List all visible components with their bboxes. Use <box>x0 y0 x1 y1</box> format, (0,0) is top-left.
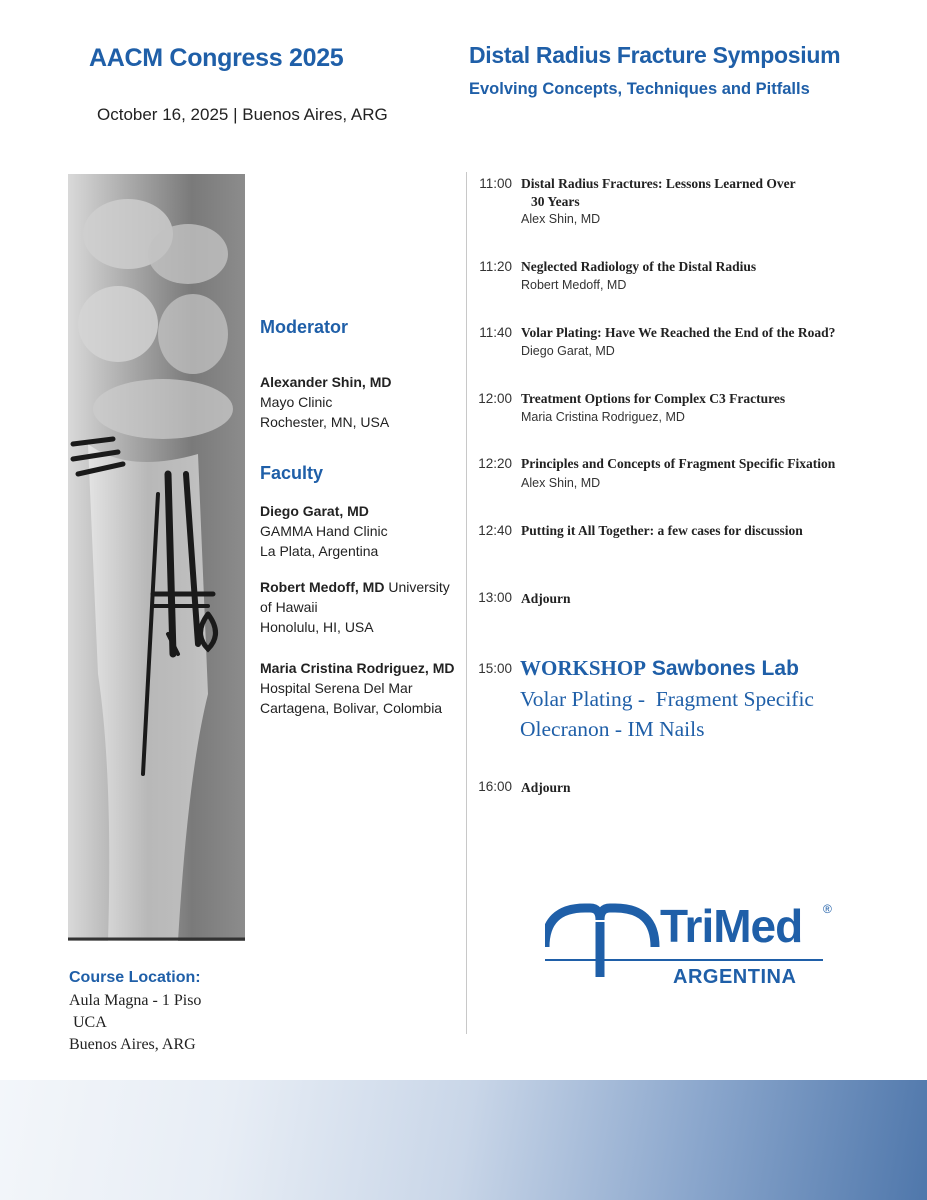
moderator-location: Rochester, MN, USA <box>260 414 390 430</box>
faculty-member <box>260 577 460 637</box>
workshop-lab: Sawbones Lab <box>651 657 799 680</box>
slot-title: Adjourn <box>521 780 571 795</box>
slot-title: Volar Plating: Have We Reached the End of the Road? <box>521 325 836 340</box>
slot-title-line: 30 Years <box>531 194 580 209</box>
faculty-affiliation: GAMMA Hand Clinic <box>260 523 388 539</box>
faculty-affiliation: Hospital Serena Del Mar <box>260 680 413 696</box>
slot-title: Treatment Options for Complex C3 Fractures <box>521 391 786 406</box>
footer-gradient-band <box>0 1080 927 1200</box>
slot-title: Neglected Radiology of the Distal Radius <box>521 259 757 274</box>
faculty-name: Diego Garat, MD <box>260 503 369 519</box>
faculty-location: Cartagena, Bolivar, Colombia <box>260 700 443 716</box>
column-divider <box>466 172 467 1034</box>
slot-speaker: Robert Medoff, MD <box>521 278 627 292</box>
moderator-name: Alexander Shin, MD <box>260 374 392 390</box>
moderator-affiliation: Mayo Clinic <box>260 394 333 410</box>
congress-title: AACM Congress 2025 <box>89 44 344 72</box>
slot-speaker: Maria Cristina Rodriguez, MD <box>521 410 685 424</box>
slot-title: Principles and Concepts of Fragment Specific Fixation <box>521 456 836 471</box>
symposium-subtitle: Evolving Concepts, Techniques and Pitfalls <box>469 80 810 98</box>
slot-time: 11:40 <box>479 325 512 340</box>
faculty-name: Maria Cristina Rodriguez, MD <box>260 660 455 676</box>
location-heading: Course Location: <box>69 969 201 986</box>
faculty-affiliation-inline: University <box>384 579 450 595</box>
slot-title <box>521 175 796 211</box>
slot-speaker: Alex Shin, MD <box>521 476 601 490</box>
logo-country: ARGENTINA <box>673 966 797 988</box>
faculty-location: La Plata, Argentina <box>260 543 379 559</box>
slot-time: 12:40 <box>478 523 512 538</box>
slot-time: 11:20 <box>479 259 512 274</box>
slot-time: 13:00 <box>478 590 512 605</box>
slot-title: Putting it All Together: a few cases for discussion <box>521 523 803 538</box>
date-location: October 16, 2025 | Buenos Aires, ARG <box>97 105 388 124</box>
workshop-heading <box>520 656 799 681</box>
xray-image <box>68 174 245 941</box>
faculty-affiliation: of Hawaii <box>260 599 318 615</box>
symposium-title: Distal Radius Fracture Symposium <box>469 42 841 68</box>
faculty-location: Honolulu, HI, USA <box>260 619 374 635</box>
location-line: Buenos Aires, ARG <box>69 1036 196 1053</box>
logo-registered: ® <box>823 902 832 916</box>
workshop-topic: Volar Plating - Fragment Specific <box>520 687 814 711</box>
location-line: Aula Magna - 1 Piso <box>69 992 202 1009</box>
moderator-block <box>260 372 391 432</box>
logo-brand: TriMed <box>660 900 803 952</box>
faculty-heading: Faculty <box>260 463 324 483</box>
slot-time: 12:00 <box>478 391 512 406</box>
slot-time: 15:00 <box>478 661 512 676</box>
slot-time: 16:00 <box>478 779 512 794</box>
faculty-name: Robert Medoff, MD <box>260 579 385 595</box>
slot-speaker: Alex Shin, MD <box>521 212 601 226</box>
slot-title-line: Distal Radius Fractures: Lessons Learned Over <box>521 176 796 191</box>
slot-speaker: Diego Garat, MD <box>521 344 615 358</box>
workshop-topic: Olecranon - IM Nails <box>520 717 705 741</box>
moderator-heading: Moderator <box>260 317 349 337</box>
faculty-member <box>260 501 388 561</box>
slot-time: 12:20 <box>478 456 512 471</box>
faculty-member <box>260 658 454 718</box>
workshop-keyword: WORKSHOP <box>520 656 647 680</box>
slot-time: 11:00 <box>479 176 512 191</box>
trimed-logo <box>545 900 845 995</box>
slot-title: Adjourn <box>521 591 571 606</box>
location-line: UCA <box>69 1014 107 1031</box>
